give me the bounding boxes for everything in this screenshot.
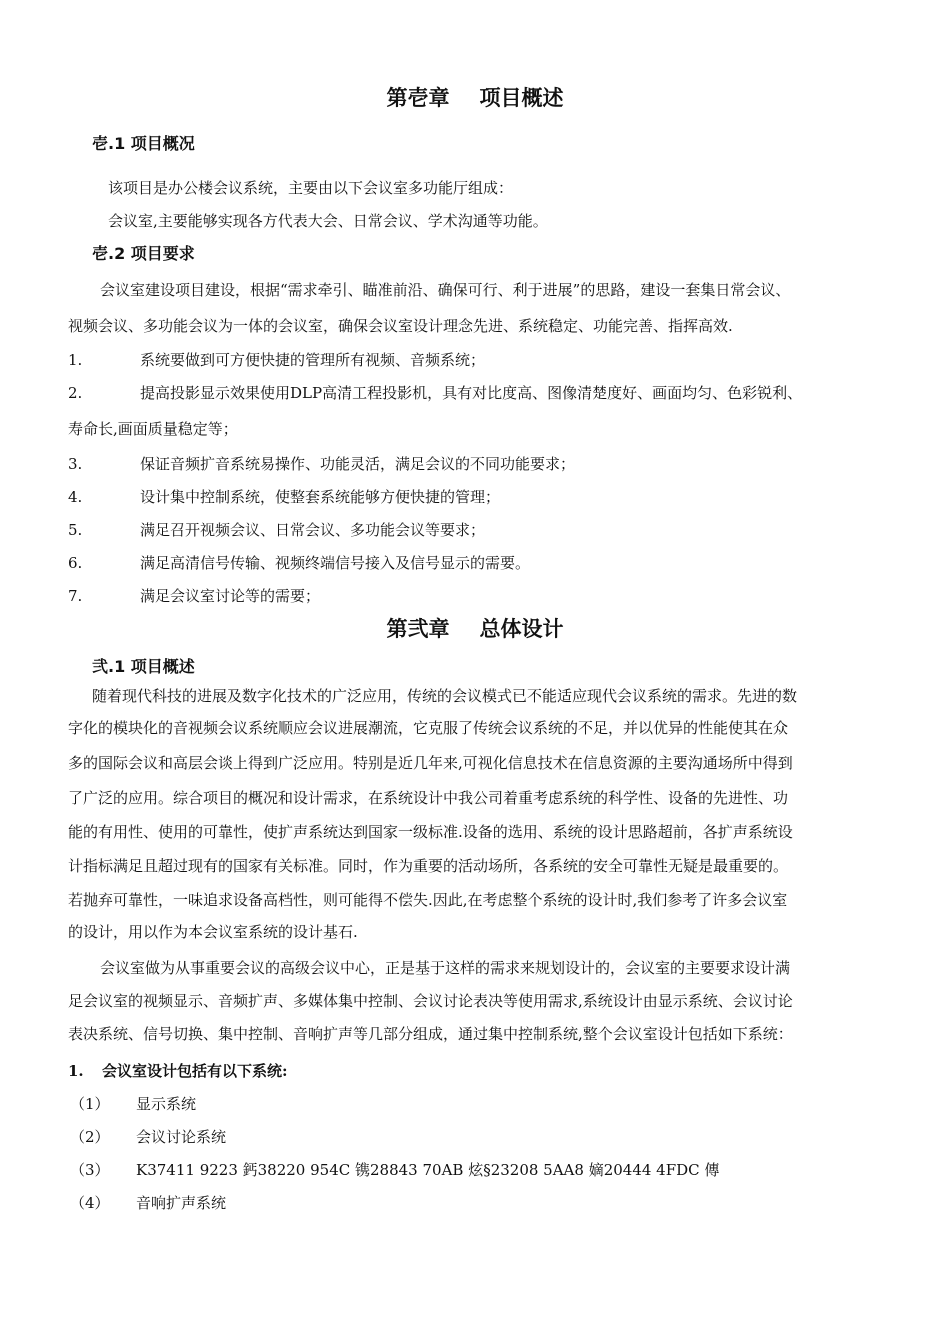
system-item-number: （4） xyxy=(70,1194,110,1212)
section-1-2-intro-line: 会议室建设项目建设，根据“需求牵引、瞄准前沿、确保可行、利于进展”的思路，建设一套集日常会议、 xyxy=(100,281,791,299)
requirement-text: 设计集中控制系统，使整套系统能够方便快捷的管理； xyxy=(140,488,501,506)
requirement-number: 5. xyxy=(68,521,83,539)
system-item-number: （2） xyxy=(70,1128,110,1146)
requirement-text: 满足会议室讨论等的需要； xyxy=(140,587,321,605)
requirement-text: 系统要做到可方便快捷的管理所有视频、音频系统； xyxy=(140,351,486,369)
overview-paragraph-line: 的设计，用以作为本会议室系统的设计基石. xyxy=(68,923,358,941)
chapter-2-title xyxy=(0,615,950,643)
requirement-text: 提高投影显示效果使用DLP高清工程投影机，具有对比度高、图像清楚度好、画面均匀、色彩锐利、 xyxy=(140,384,803,402)
requirement-text: 保证音频扩音系统易操作、功能灵活，满足会议的不同功能要求； xyxy=(140,455,576,473)
requirement-number: 6. xyxy=(68,554,83,572)
requirement-number: 3. xyxy=(68,455,83,473)
section-1-2-intro-line: 视频会议、多功能会议为一体的会议室，确保会议室设计理念先进、系统稳定、功能完善、指挥高效. xyxy=(68,317,733,335)
section-1-1-line: 该项目是办公楼会议系统，主要由以下会议室多功能厅组成： xyxy=(108,179,514,197)
system-item-text: 会议讨论系统 xyxy=(136,1128,227,1146)
systems-list-number: 1. xyxy=(68,1062,84,1080)
section-1-2-heading: 壱.2 项目要求 xyxy=(92,244,195,263)
requirement-number: 7. xyxy=(68,587,83,605)
chapter-2-number: 第弐章 xyxy=(386,617,450,641)
systems-list-heading: 会议室设计包括有以下系统: xyxy=(102,1062,288,1080)
requirement-text-continued: 寿命长,画面质量稳定等； xyxy=(68,420,238,438)
overview-paragraph-line: 随着现代科技的进展及数字化技术的广泛应用，传统的会议模式已不能适应现代会议系统的需求。先进的数 xyxy=(92,687,798,705)
chapter-1-number: 第壱章 xyxy=(386,86,450,110)
requirement-number: 4. xyxy=(68,488,83,506)
chapter-1-name: 项目概述 xyxy=(479,86,564,110)
section-1-1-heading: 壱.1 项目概况 xyxy=(92,134,195,153)
section-1-1-line: 会议室,主要能够实现各方代表大会、日常会议、学术沟通等功能。 xyxy=(108,212,548,230)
system-item-text: 音响扩声系统 xyxy=(136,1194,227,1212)
overview-paragraph-line: 能的有用性、使用的可靠性，使扩声系统达到国家一级标准.设备的选用、系统的设计思路超前，各扩声系统设 xyxy=(68,823,793,841)
overview-paragraph-line: 字化的模块化的音视频会议系统顺应会议进展潮流，它克服了传统会议系统的不足，并以优异的性能使其在众 xyxy=(68,719,789,737)
requirement-text: 满足召开视频会议、日常会议、多功能会议等要求； xyxy=(140,521,486,539)
system-item-text: K37411 9223 鈣38220 954C 镌28843 70AB 炫§23208 5AA8 嫡20444 4FDC 傳 xyxy=(136,1161,720,1179)
overview-paragraph-line: 若抛弃可靠性，一味追求设备高档性，则可能得不偿失.因此,在考虑整个系统的设计时,我们参考了许多会议室 xyxy=(68,891,788,909)
system-item-number: （1） xyxy=(70,1095,110,1113)
section-2-1-heading: 弐.1 项目概述 xyxy=(92,657,195,676)
system-item-number: （3） xyxy=(70,1161,110,1179)
design-paragraph-line: 足会议室的视频显示、音频扩声、多媒体集中控制、会议讨论表决等使用需求,系统设计由显示系统、会议讨论 xyxy=(68,992,793,1010)
design-paragraph-line: 会议室做为从事重要会议的高级会议中心，正是基于这样的需求来规划设计的，会议室的主要要求设计满 xyxy=(100,959,791,977)
overview-paragraph-line: 多的国际会议和高层会谈上得到广泛应用。特别是近几年来,可视化信息技术在信息资源的主要沟通场所中得到 xyxy=(68,754,793,772)
system-item-text: 显示系统 xyxy=(136,1095,197,1113)
overview-paragraph-line: 计指标满足且超过现有的国家有关标准。同时，作为重要的活动场所，各系统的安全可靠性无疑是最重要的。 xyxy=(68,857,789,875)
requirement-number: 1. xyxy=(68,351,83,369)
chapter-2-name: 总体设计 xyxy=(479,617,564,641)
overview-paragraph-line: 了广泛的应用。综合项目的概况和设计需求，在系统设计中我公司着重考虑系统的科学性、设备的先进性、功 xyxy=(68,789,789,807)
chapter-1-title xyxy=(0,84,950,112)
requirement-number: 2. xyxy=(68,384,83,402)
design-paragraph-line: 表决系统、信号切换、集中控制、音响扩声等几部分组成，通过集中控制系统,整个会议室设计包括如下系统： xyxy=(68,1025,793,1043)
requirement-text: 满足高清信号传输、视频终端信号接入及信号显示的需要。 xyxy=(140,554,531,572)
